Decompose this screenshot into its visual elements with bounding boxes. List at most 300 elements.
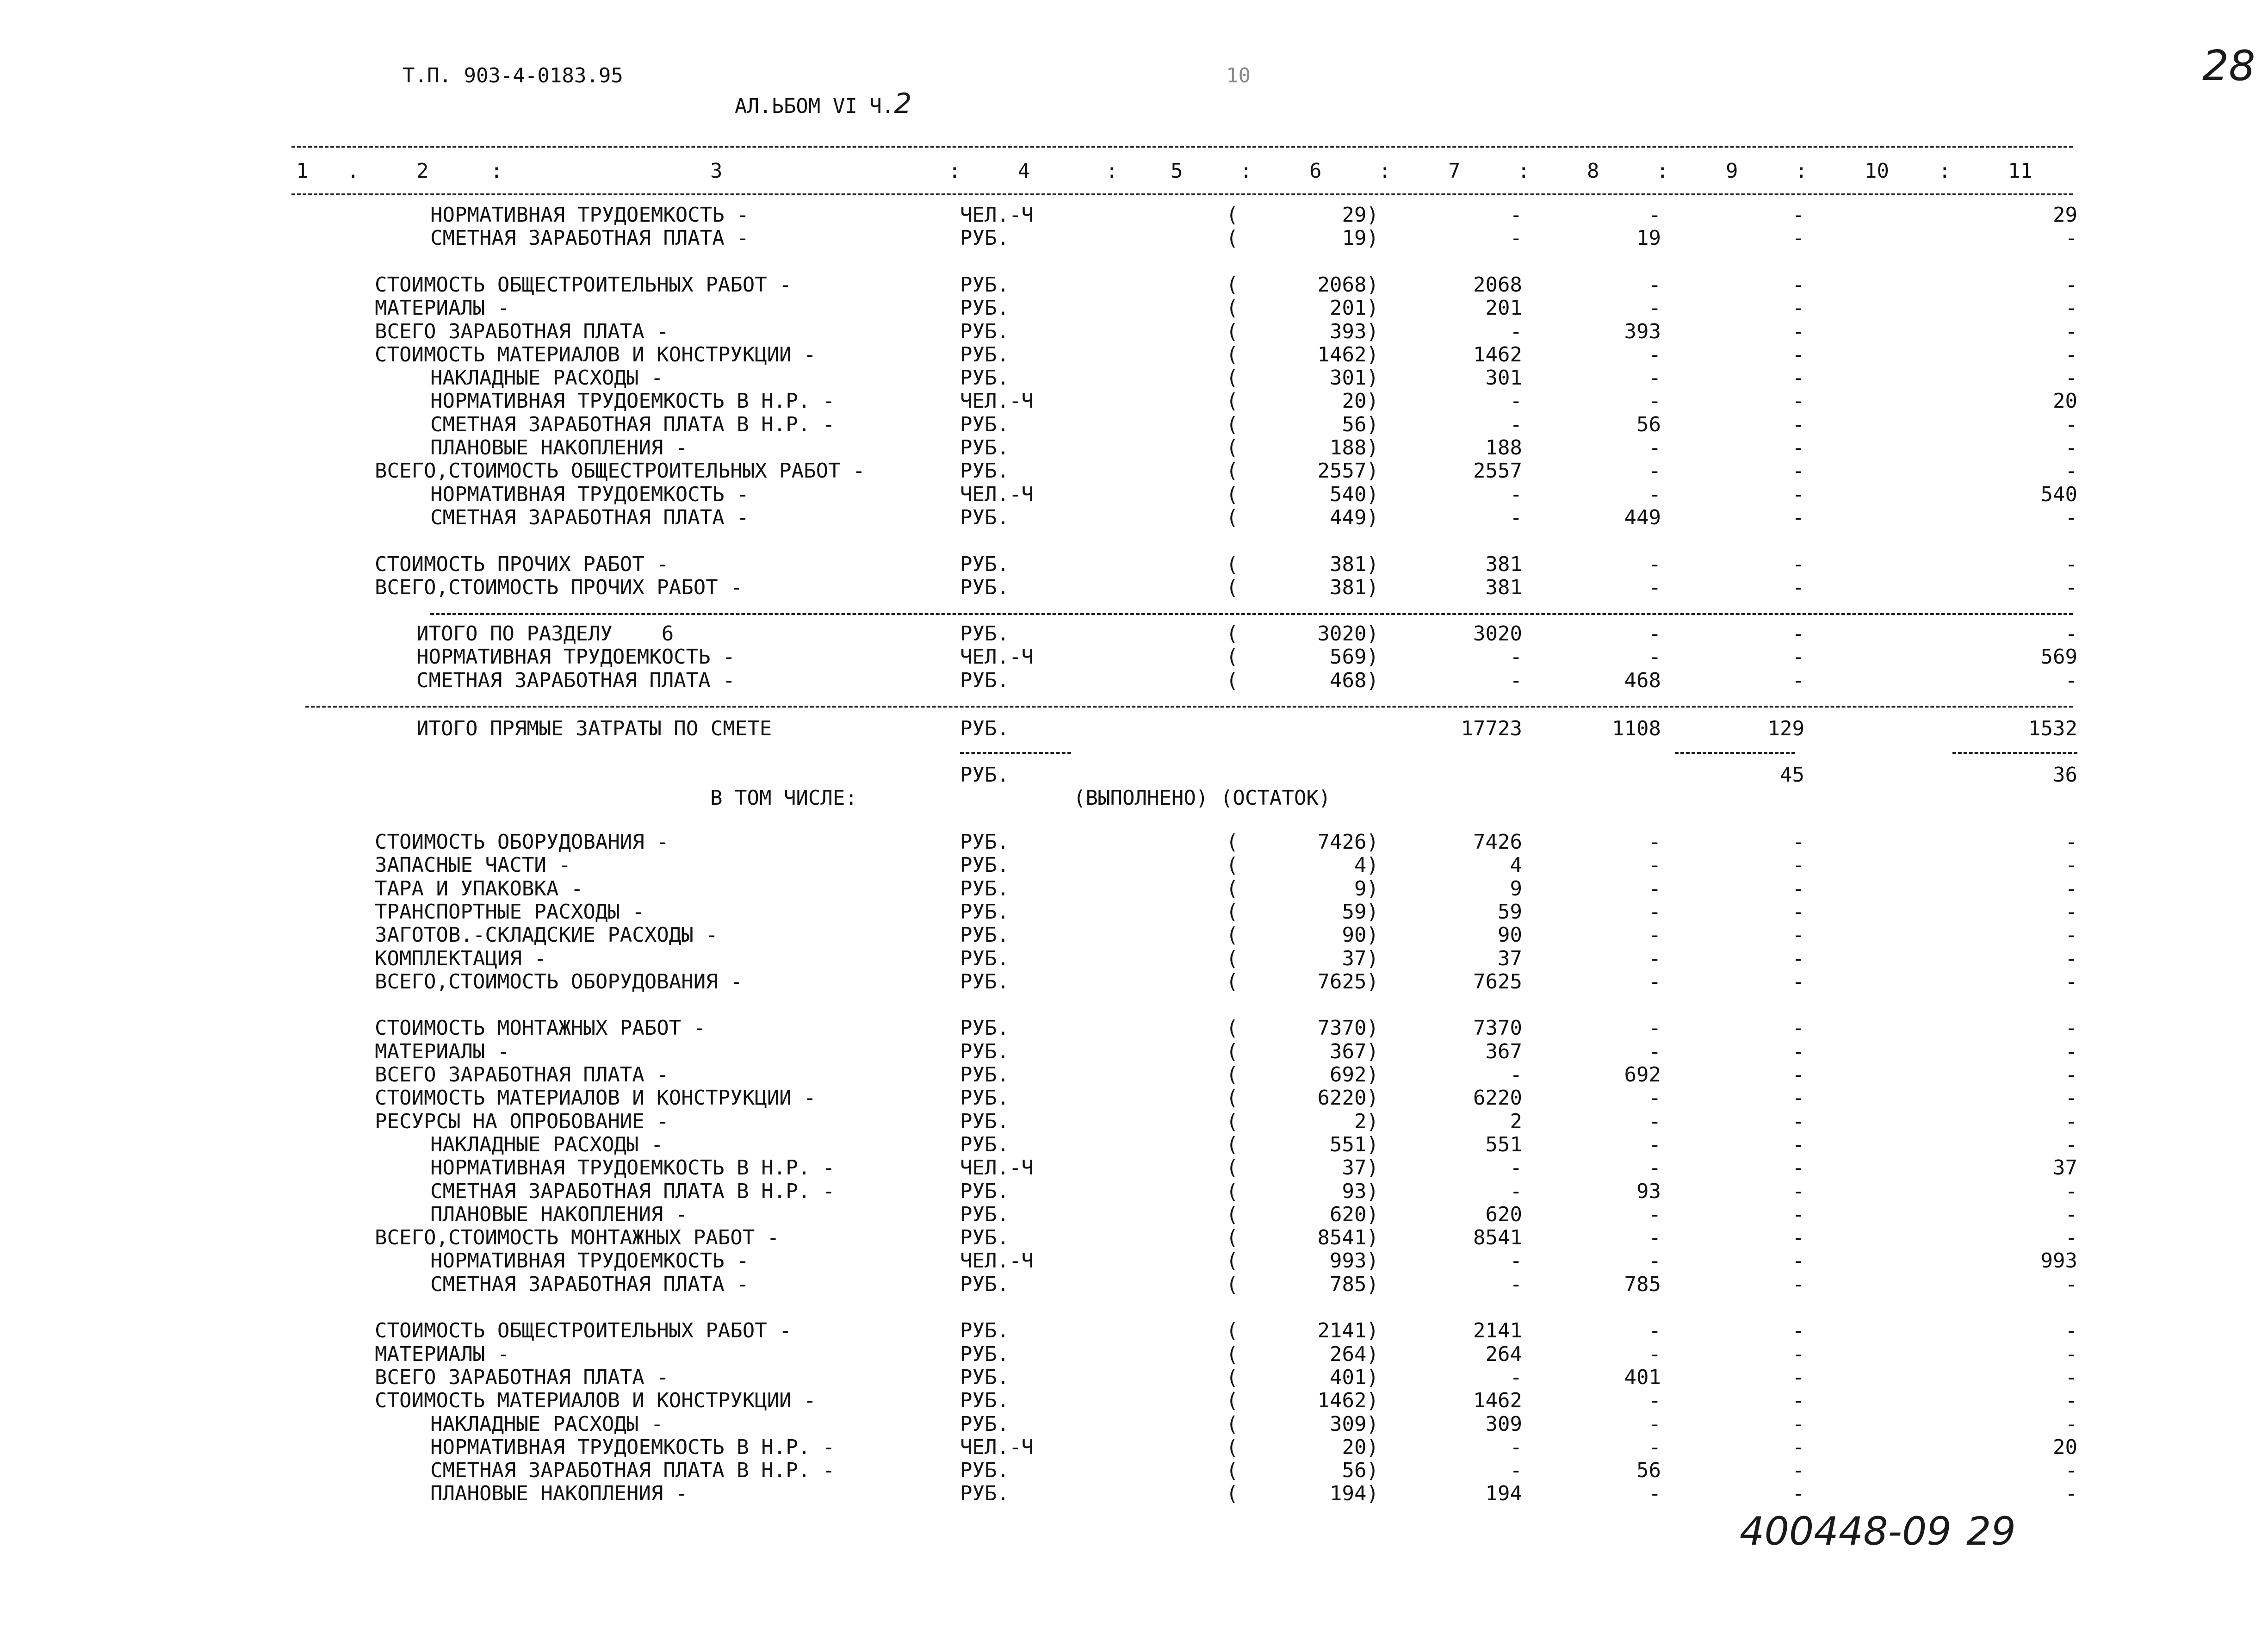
document-reference: Т.П. 903-4-0183.95 [403,64,623,87]
col11-value: - [2065,1039,2077,1063]
col8-value: 393 [1624,319,1661,343]
col9-value: - [1792,853,1804,877]
row-unit: РУБ. [960,1342,1009,1366]
col6-value: 9) [1354,876,1379,901]
col7-value: 194 [1485,1482,1522,1506]
col8-value: - [1648,1342,1661,1366]
row-unit: РУБ. [960,1202,1009,1226]
col7-value: - [1510,482,1522,506]
col11-value: - [2065,366,2077,390]
row-unit: РУБ. [960,436,1009,460]
col11-value: - [2065,505,2077,529]
column-header-4: 4 [1018,159,1030,183]
col9-value: - [1792,203,1804,227]
paren: ( [1226,1412,1239,1436]
col8-value: 468 [1624,668,1661,692]
col8-value: - [1648,1435,1661,1459]
row-unit: ЧЕЛ.-Ч [960,1249,1034,1273]
row-label: ИТОГО ПО РАЗДЕЛУ 6 [416,622,674,646]
direct-costs-unit-2: РУБ. [960,763,1009,787]
col11-value: - [2065,668,2077,692]
column-separator: : [1795,159,1808,183]
col6-value: 551) [1330,1132,1379,1156]
col9-value: - [1792,900,1804,924]
col8-value: - [1648,1482,1661,1506]
col6-value: 993) [1330,1249,1379,1273]
column-header-8: 8 [1587,159,1599,183]
col11-value: - [2065,1086,2077,1110]
including-row [0,787,2268,810]
direct-costs-col11-b: 36 [2053,763,2077,787]
col6-value: 1462) [1317,1389,1379,1413]
header-bottom-rule [291,193,2073,195]
status-label: (ВЫПОЛНЕНО) (ОСТАТОК) [1073,786,1331,810]
col9-value: - [1792,1063,1804,1087]
unit-underline [960,752,1071,754]
row-unit: РУБ. [960,969,1009,994]
col6-value: 188) [1330,436,1379,460]
col6-value: 569) [1330,645,1379,669]
table-row [0,1017,2268,1040]
col7-value: 9 [1510,876,1522,901]
col9-value: - [1792,366,1804,390]
row-unit: РУБ. [960,1039,1009,1063]
col6-value: 6220) [1317,1086,1379,1110]
col7-value: - [1510,203,1522,227]
table-row [0,1156,2268,1180]
col11-value: 20 [2053,389,2077,413]
row-unit: РУБ. [960,552,1009,576]
row-label: ВСЕГО,СТОИМОСТЬ ОБОРУДОВАНИЯ - [375,969,743,994]
section-rule [430,613,2073,615]
row-label: МАТЕРИАЛЫ - [375,1039,510,1063]
row-unit: РУБ. [960,366,1009,390]
row-label: СТОИМОСТЬ МАТЕРИАЛОВ И КОНСТРУКЦИИ - [375,1389,816,1413]
col7-value: - [1510,1459,1522,1483]
paren: ( [1226,296,1239,320]
col11-value: - [2065,1272,2077,1296]
row-label: СТОИМОСТЬ ОБЩЕСТРОИТЕЛЬНЫХ РАБОТ - [375,273,792,297]
table-row [0,529,2268,553]
row-label: ВСЕГО,СТОИМОСТЬ ПРОЧИХ РАБОТ - [375,575,743,599]
row-unit: РУБ. [960,1063,1009,1087]
row-unit: РУБ. [960,412,1009,436]
col8-value: - [1648,1412,1661,1436]
row-label: СМЕТНАЯ ЗАРАБОТНАЯ ПЛАТА В Н.Р. - [430,1179,835,1203]
col11-value: - [2065,969,2077,994]
row-unit: РУБ. [960,1179,1009,1203]
col9-value: - [1792,459,1804,483]
col11-value: 540 [2040,482,2077,506]
col9-value: - [1792,482,1804,506]
col6-value: 393) [1330,319,1379,343]
column-separator: : [1106,159,1118,183]
column-separator: : [490,159,503,183]
row-label: НОРМАТИВНАЯ ТРУДОЕМКОСТЬ В Н.Р. - [430,1435,835,1459]
table-row [0,1459,2268,1482]
col9-value: - [1792,668,1804,692]
corner-page-number: 28 [2202,42,2256,90]
paren: ( [1226,900,1239,924]
col8-value: 785 [1624,1272,1661,1296]
column-separator: : [1518,159,1530,183]
col9-value: - [1792,1412,1804,1436]
table-row [0,483,2268,506]
paren: ( [1226,622,1239,646]
col11-underline [1952,752,2077,754]
col8-value: - [1648,1156,1661,1180]
col7-value: 301 [1485,366,1522,390]
col9-value: - [1792,412,1804,436]
col6-value: 29) [1342,203,1379,227]
row-label: ЗАГОТОВ.-СКЛАДСКИЕ РАСХОДЫ - [375,923,718,947]
col8-value: 56 [1636,1459,1661,1483]
table-row [0,1249,2268,1273]
col6-value: 37) [1342,1156,1379,1180]
col9-value: - [1792,969,1804,994]
paren: ( [1226,1156,1239,1180]
col9-value: - [1792,389,1804,413]
col6-value: 93) [1342,1179,1379,1203]
col6-value: 59) [1342,900,1379,924]
direct-costs-col9-b: 45 [1780,763,1804,787]
table-row [0,994,2268,1017]
col7-value: 8541 [1473,1226,1522,1250]
table-row [0,854,2268,877]
paren: ( [1226,668,1239,692]
col8-value: - [1648,1389,1661,1413]
paren: ( [1226,342,1239,367]
col11-value: 37 [2053,1156,2077,1180]
paren: ( [1226,436,1239,460]
col8-value: - [1648,645,1661,669]
row-unit: РУБ. [960,853,1009,877]
row-label: СТОИМОСТЬ МАТЕРИАЛОВ И КОНСТРУКЦИИ - [375,342,816,367]
row-label: НОРМАТИВНАЯ ТРУДОЕМКОСТЬ - [430,1249,749,1273]
row-unit: РУБ. [960,830,1009,854]
paren: ( [1226,412,1239,436]
handwritten-code: 400448-09 [1740,1509,1952,1554]
col7-value: 264 [1485,1342,1522,1366]
column-separator: : [1240,159,1252,183]
col8-value: - [1648,1202,1661,1226]
col9-value: - [1792,436,1804,460]
col9-value: - [1792,923,1804,947]
col7-value: - [1510,389,1522,413]
col11-value: - [2065,923,2077,947]
paren: ( [1226,1272,1239,1296]
table-row [0,273,2268,297]
row-unit: ЧЕЛ.-Ч [960,203,1034,227]
col7-value: - [1510,645,1522,669]
col7-value: 309 [1485,1412,1522,1436]
col11-value: - [2065,1342,2077,1366]
column-separator: . [347,159,359,183]
column-separator: : [1939,159,1951,183]
row-unit: ЧЕЛ.-Ч [960,389,1034,413]
row-label: КОМПЛЕКТАЦИЯ - [375,946,546,970]
col9-value: - [1792,645,1804,669]
col6-value: 19) [1342,226,1379,250]
col7-value: - [1510,668,1522,692]
paren: ( [1226,319,1239,343]
col8-value: - [1648,969,1661,994]
paren: ( [1226,876,1239,901]
col11-value: - [2065,1482,2077,1506]
row-unit: РУБ. [960,1319,1009,1343]
col9-value: - [1792,1226,1804,1250]
table-row [0,460,2268,483]
col9-underline [1675,752,1795,754]
table-row [0,1343,2268,1366]
row-unit: РУБ. [960,273,1009,297]
direct-costs-col11: 1532 [2028,717,2077,740]
col7-value: - [1510,1365,1522,1389]
col9-value: - [1792,1202,1804,1226]
col7-value: 551 [1485,1132,1522,1156]
top-rule [291,146,2073,148]
direct-costs-secondary-row [0,764,2268,787]
table-row [0,576,2268,599]
table-row [0,669,2268,692]
row-label: ПЛАНОВЫЕ НАКОПЛЕНИЯ - [430,436,688,460]
col11-value: - [2065,459,2077,483]
table-row [0,250,2268,273]
col11-value: 993 [2040,1249,2077,1273]
row-unit: ЧЕЛ.-Ч [960,1156,1034,1180]
col8-value: - [1648,575,1661,599]
col8-value: - [1648,366,1661,390]
col7-value: 3020 [1473,622,1522,646]
row-label: НОРМАТИВНАЯ ТРУДОЕМКОСТЬ В Н.Р. - [430,1156,835,1180]
col11-value: - [2065,575,2077,599]
column-header-6: 6 [1309,159,1322,183]
row-unit: ЧЕЛ.-Ч [960,645,1034,669]
row-label: РЕСУРСЫ НА ОПРОБОВАНИЕ - [375,1109,669,1133]
col7-value: 4 [1510,853,1522,877]
row-unit: РУБ. [960,575,1009,599]
table-row [0,227,2268,250]
table-row [0,413,2268,436]
row-unit: РУБ. [960,622,1009,646]
row-label: НОРМАТИВНАЯ ТРУДОЕМКОСТЬ В Н.Р. - [430,389,835,413]
row-unit: ЧЕЛ.-Ч [960,482,1034,506]
col9-value: - [1792,876,1804,901]
col9-value: - [1792,296,1804,320]
paren: ( [1226,552,1239,576]
row-unit: РУБ. [960,342,1009,367]
table-row [0,553,2268,576]
column-header-3: 3 [710,159,723,183]
row-label: СТОИМОСТЬ ОБЩЕСТРОИТЕЛЬНЫХ РАБОТ - [375,1319,792,1343]
paren: ( [1226,1179,1239,1203]
col6-value: 4) [1354,853,1379,877]
col8-value: - [1648,900,1661,924]
paren: ( [1226,830,1239,854]
row-unit: РУБ. [960,1086,1009,1110]
col8-value: - [1648,1319,1661,1343]
table-row [0,297,2268,320]
row-label: ВСЕГО ЗАРАБОТНАЯ ПЛАТА - [375,1365,669,1389]
row-unit: РУБ. [960,1272,1009,1296]
col6-value: 90) [1342,923,1379,947]
table-row [0,1413,2268,1436]
col8-value: - [1648,853,1661,877]
paren: ( [1226,969,1239,994]
paren: ( [1226,923,1239,947]
col9-value: - [1792,1016,1804,1040]
table-row [0,1063,2268,1087]
table-row [0,1226,2268,1249]
col7-value: 1462 [1473,342,1522,367]
row-unit: РУБ. [960,946,1009,970]
table-row [0,1087,2268,1110]
col9-value: - [1792,1435,1804,1459]
col6-value: 367) [1330,1039,1379,1063]
album-title [710,64,912,120]
col11-value: - [2065,1109,2077,1133]
table-row [0,1203,2268,1226]
column-header-5: 5 [1171,159,1183,183]
row-label: СМЕТНАЯ ЗАРАБОТНАЯ ПЛАТА - [430,1272,749,1296]
row-label: ПЛАНОВЫЕ НАКОПЛЕНИЯ - [430,1482,688,1506]
row-label: СМЕТНАЯ ЗАРАБОТНАЯ ПЛАТА В Н.Р. - [430,1459,835,1483]
col8-value: - [1648,389,1661,413]
col8-value: - [1648,1249,1661,1273]
row-unit: РУБ. [960,1412,1009,1436]
row-label: СТОИМОСТЬ ПРОЧИХ РАБОТ - [375,552,669,576]
paren: ( [1226,226,1239,250]
col11-value: 20 [2053,1435,2077,1459]
direct-costs-unit: РУБ. [960,717,1009,740]
col9-value: - [1792,273,1804,297]
row-unit: РУБ. [960,459,1009,483]
col9-value: - [1792,1039,1804,1063]
col8-value: - [1648,1109,1661,1133]
col7-value: 2 [1510,1109,1522,1133]
row-label: ВСЕГО,СТОИМОСТЬ МОНТАЖНЫХ РАБОТ - [375,1226,780,1250]
col11-value: - [2065,412,2077,436]
col7-value: - [1510,319,1522,343]
col8-value: - [1648,830,1661,854]
col6-value: 56) [1342,412,1379,436]
col11-value: - [2065,436,2077,460]
col8-value: - [1648,459,1661,483]
col7-value: 367 [1485,1039,1522,1063]
paren: ( [1226,1482,1239,1506]
col11-value: - [2065,1202,2077,1226]
col6-value: 401) [1330,1365,1379,1389]
row-label: НОРМАТИВНАЯ ТРУДОЕМКОСТЬ - [416,645,735,669]
col11-value: - [2065,946,2077,970]
row-label: ТРАНСПОРТНЫЕ РАСХОДЫ - [375,900,644,924]
row-unit: РУБ. [960,1226,1009,1250]
col6-value: 7426) [1317,830,1379,854]
column-header-7: 7 [1448,159,1461,183]
row-unit: РУБ. [960,876,1009,901]
col11-value: - [2065,876,2077,901]
col7-value: 90 [1498,923,1522,947]
row-label: СМЕТНАЯ ЗАРАБОТНАЯ ПЛАТА - [430,226,749,250]
paren: ( [1226,1063,1239,1087]
col6-value: 2) [1354,1109,1379,1133]
direct-costs-label: ИТОГО ПРЯМЫЕ ЗАТРАТЫ ПО СМЕТЕ [416,717,772,740]
table-row [0,924,2268,947]
paren: ( [1226,1389,1239,1413]
col6-value: 381) [1330,575,1379,599]
col11-value: 569 [2040,645,2077,669]
col9-value: - [1792,342,1804,367]
col8-value: - [1648,482,1661,506]
row-label: ВСЕГО ЗАРАБОТНАЯ ПЛАТА - [375,319,669,343]
col7-value: - [1510,1063,1522,1087]
col9-value: - [1792,1249,1804,1273]
paren: ( [1226,366,1239,390]
col9-value: - [1792,1365,1804,1389]
row-label: НАКЛАДНЫЕ РАСХОДЫ - [430,366,663,390]
col6-value: 37) [1342,946,1379,970]
row-label: СМЕТНАЯ ЗАРАБОТНАЯ ПЛАТА В Н.Р. - [430,412,835,436]
col9-value: - [1792,1342,1804,1366]
row-label: СТОИМОСТЬ МОНТАЖНЫХ РАБОТ - [375,1016,706,1040]
paren: ( [1226,946,1239,970]
row-unit: РУБ. [960,1459,1009,1483]
paren: ( [1226,1226,1239,1250]
direct-costs-rule [305,706,2073,708]
col8-value: 56 [1636,412,1661,436]
col7-value: - [1510,1156,1522,1180]
row-label: НОРМАТИВНАЯ ТРУДОЕМКОСТЬ - [430,482,749,506]
col11-value: - [2065,296,2077,320]
row-unit: РУБ. [960,319,1009,343]
row-label: СМЕТНАЯ ЗАРАБОТНАЯ ПЛАТА - [430,505,749,529]
paren: ( [1226,1249,1239,1273]
paren: ( [1226,482,1239,506]
paren: ( [1226,1086,1239,1110]
col11-value: - [2065,1319,2077,1343]
col9-value: - [1792,1319,1804,1343]
col6-value: 1462) [1317,342,1379,367]
col9-value: - [1792,1272,1804,1296]
col7-value: 6220 [1473,1086,1522,1110]
paren: ( [1226,1016,1239,1040]
table-row [0,367,2268,390]
row-unit: РУБ. [960,1365,1009,1389]
col7-value: 59 [1498,900,1522,924]
col11-value: - [2065,622,2077,646]
column-header-2: 2 [416,159,429,183]
col6-value: 309) [1330,1412,1379,1436]
col7-value: 2141 [1473,1319,1522,1343]
table-row [0,1133,2268,1156]
row-unit: РУБ. [960,668,1009,692]
col8-value: - [1648,296,1661,320]
col11-value: - [2065,1179,2077,1203]
col11-value: - [2065,319,2077,343]
table-row [0,646,2268,669]
album-part-handwritten: 2 [894,87,912,120]
paren: ( [1226,1202,1239,1226]
col9-value: - [1792,1179,1804,1203]
col11-value: - [2065,226,2077,250]
col9-value: - [1792,830,1804,854]
table-row [0,1273,2268,1296]
paren: ( [1226,459,1239,483]
table-row [0,877,2268,901]
paren: ( [1226,273,1239,297]
col9-value: - [1792,946,1804,970]
row-unit: ЧЕЛ.-Ч [960,1435,1034,1459]
